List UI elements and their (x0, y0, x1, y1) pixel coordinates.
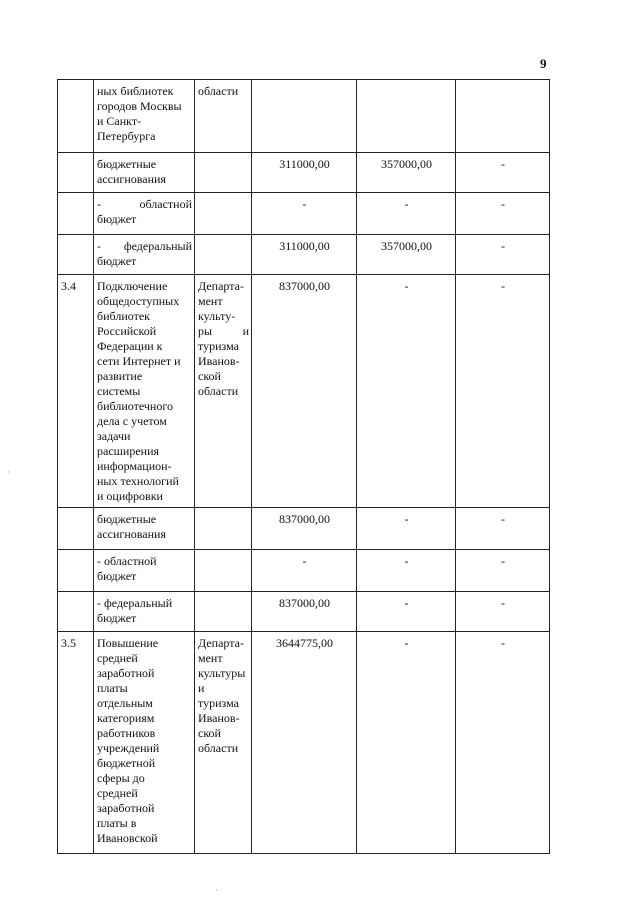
row-executor-line: области (198, 384, 239, 398)
row-name-line: Федерации к (97, 339, 163, 353)
row-name-cell (94, 235, 195, 275)
table-row (58, 632, 550, 854)
value-cell-2 (357, 80, 456, 153)
row-name-cell (94, 508, 195, 550)
value-cell-3: - (456, 508, 550, 550)
table-row (58, 235, 550, 275)
row-name-line: работников (97, 726, 156, 740)
row-name-line: развитие (97, 369, 143, 383)
row-name-cell (94, 592, 195, 632)
row-executor-line: мент (198, 294, 223, 308)
row-executor-cell (195, 508, 252, 550)
value-cell-2: - (357, 592, 456, 632)
row-name-cell (94, 550, 195, 592)
value-cell-3: - (456, 632, 550, 854)
row-name-line: городов Москвы (97, 99, 182, 113)
value-cell-1: - (252, 193, 357, 235)
value-cell-3: - (456, 193, 550, 235)
row-name-line: библиотек (97, 309, 150, 323)
row-executor-line: Департа- (198, 279, 244, 293)
value-cell-1: 837000,00 (252, 508, 357, 550)
row-executor-line: культу- (198, 309, 236, 323)
row-executor-line: ской (198, 369, 221, 383)
row-name-line: - федеральный (97, 239, 192, 253)
row-executor-line: ры и (198, 324, 249, 338)
row-executor-line: и (198, 681, 205, 695)
row-name-line: расширения (97, 444, 160, 458)
value-cell-1: 3644775,00 (252, 632, 357, 854)
row-executor-line: Иванов- (198, 354, 240, 368)
page-number: 9 (540, 56, 547, 71)
row-name-line: Повышение (97, 636, 159, 650)
row-name-cell (94, 153, 195, 193)
row-executor-line: области (198, 741, 239, 755)
row-name-line: Ивановской (97, 831, 158, 845)
row-name-line: - федеральный (97, 596, 173, 610)
row-name-line: - областной (97, 554, 157, 568)
row-name-line: средней (97, 651, 138, 665)
value-cell-1: - (252, 550, 357, 592)
row-name-line: бюджет (97, 611, 137, 625)
row-executor-cell (195, 235, 252, 275)
row-name-line: сферы до (97, 771, 145, 785)
row-executor-line: культуры (198, 666, 246, 680)
row-number-cell (58, 508, 94, 550)
row-name-line: дела с учетом (97, 414, 167, 428)
value-cell-2: 357000,00 (357, 235, 456, 275)
row-name-cell (94, 632, 195, 854)
row-name-line: сети Интернет и (97, 354, 181, 368)
value-cell-1: 311000,00 (252, 153, 357, 193)
row-name-line: ных библиотек (97, 84, 174, 98)
row-number-cell (58, 592, 94, 632)
row-name-line: информацион- (97, 459, 172, 473)
row-number-cell: 3.4 (58, 275, 94, 508)
row-name-line: средней (97, 786, 138, 800)
table-row (58, 193, 550, 235)
value-cell-3: - (456, 550, 550, 592)
row-name-line: категориям (97, 711, 155, 725)
row-number-cell (58, 550, 94, 592)
scan-speck: · (7, 467, 10, 477)
row-name-line: заработной (97, 666, 155, 680)
row-name-line: бюджетной (97, 756, 156, 770)
value-cell-2: - (357, 632, 456, 854)
row-executor-cell (195, 550, 252, 592)
row-name-line: системы (97, 384, 141, 398)
row-name-line: бюджет (97, 212, 137, 226)
value-cell-1 (252, 80, 357, 153)
row-number-cell: 3.5 (58, 632, 94, 854)
table-row (58, 153, 550, 193)
row-name-line: Подключение (97, 279, 168, 293)
scan-speck: · (215, 885, 218, 895)
row-name-line: платы (97, 681, 128, 695)
row-number-cell (58, 153, 94, 193)
row-name-line: бюджет (97, 569, 137, 583)
value-cell-2: - (357, 275, 456, 508)
row-name-line: Петербурга (97, 129, 156, 143)
row-name-line: - областной (97, 197, 192, 211)
row-executor-line: туризма (198, 696, 239, 710)
row-name-line: заработной (97, 801, 155, 815)
row-name-line: бюджетные (97, 157, 157, 171)
value-cell-1: 837000,00 (252, 592, 357, 632)
row-executor-cell (195, 592, 252, 632)
row-name-cell (94, 275, 195, 508)
table-row (58, 550, 550, 592)
table-row (58, 508, 550, 550)
row-executor-cell (195, 632, 252, 854)
row-executor-line: Иванов- (198, 711, 240, 725)
row-name-line: учреждений (97, 741, 160, 755)
row-name-line: общедоступных (97, 294, 180, 308)
value-cell-3: - (456, 592, 550, 632)
row-executor-cell (195, 153, 252, 193)
row-name-line: бюджет (97, 254, 137, 268)
row-name-line: библиотечного (97, 399, 173, 413)
row-executor-cell (195, 193, 252, 235)
budget-table (57, 79, 550, 854)
value-cell-3 (456, 80, 550, 153)
value-cell-2: - (357, 550, 456, 592)
row-name-cell (94, 193, 195, 235)
value-cell-1: 837000,00 (252, 275, 357, 508)
row-name-line: и Санкт- (97, 114, 142, 128)
row-name-line: ных технологий (97, 474, 179, 488)
row-executor-cell (195, 80, 252, 153)
value-cell-3: - (456, 275, 550, 508)
row-name-line: ассигнования (97, 172, 166, 186)
table-row (58, 275, 550, 508)
value-cell-2: - (357, 193, 456, 235)
row-executor-line: области (198, 84, 239, 98)
row-name-line: платы в (97, 816, 137, 830)
row-name-line: и оцифровки (97, 489, 163, 503)
row-executor-cell (195, 275, 252, 508)
row-executor-line: туризма (198, 339, 239, 353)
row-executor-line: ской (198, 726, 221, 740)
row-name-line: ассигнования (97, 527, 166, 541)
value-cell-2: - (357, 508, 456, 550)
table-row (58, 80, 550, 153)
row-name-line: задачи (97, 429, 131, 443)
row-executor-line: мент (198, 651, 223, 665)
row-name-line: Российской (97, 324, 157, 338)
row-name-line: отдельным (97, 696, 153, 710)
value-cell-2: 357000,00 (357, 153, 456, 193)
value-cell-3: - (456, 235, 550, 275)
table-row (58, 592, 550, 632)
row-name-cell (94, 80, 195, 153)
row-number-cell (58, 193, 94, 235)
row-number-cell (58, 235, 94, 275)
row-number-cell (58, 80, 94, 153)
value-cell-3: - (456, 153, 550, 193)
value-cell-1: 311000,00 (252, 235, 357, 275)
row-executor-line: Департа- (198, 636, 244, 650)
row-name-line: бюджетные (97, 512, 157, 526)
